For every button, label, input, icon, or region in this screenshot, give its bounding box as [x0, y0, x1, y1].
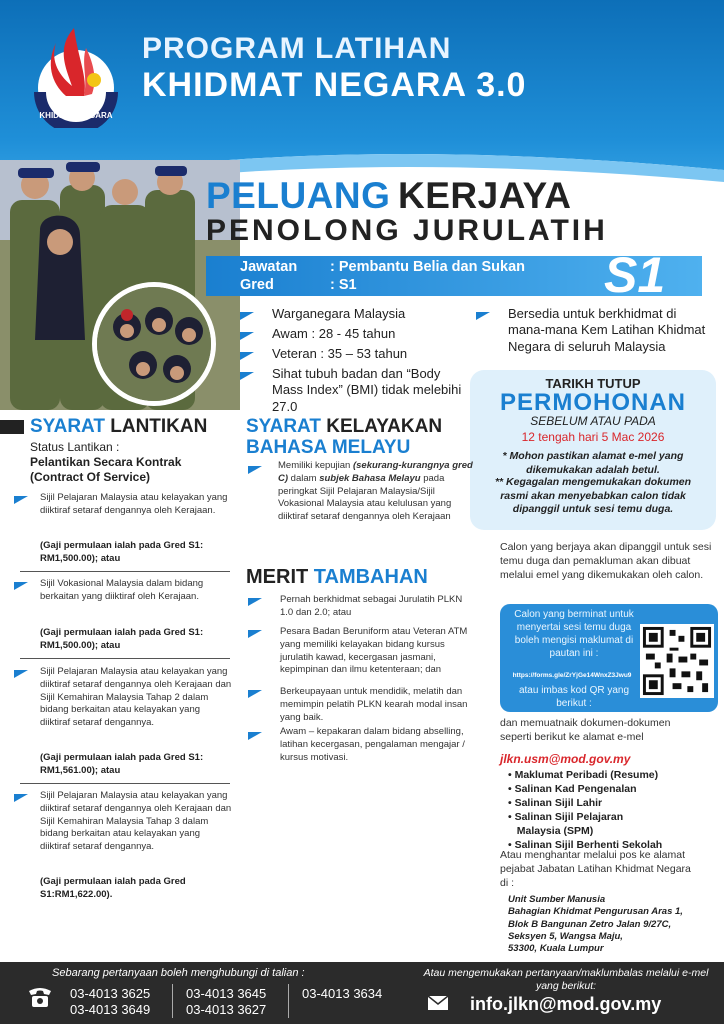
phone-3[interactable]: 03-4013 3645 — [186, 986, 267, 1001]
footer-email[interactable]: info.jlkn@mod.gov.my — [470, 994, 662, 1014]
document-list — [508, 768, 662, 852]
bullet-marker — [248, 630, 262, 638]
document-item: • Salinan Sijil Pelajaran — [508, 811, 624, 824]
envelope-icon — [428, 996, 448, 1010]
post-instructions: Atau menghantar melalui pos ke alamat pejabat Jabatan Latihan Khidmat Negara di : — [500, 849, 691, 890]
section-marker — [0, 420, 24, 434]
bullet-marker — [14, 496, 28, 504]
merit-item-4: Awam – kepakaran dalam bidang abselling, latihan kecergasan, pengalaman mengajar / kursus motivasi. — [280, 726, 465, 763]
title-part-a: MERIT — [246, 566, 309, 588]
qualification-1-pay: (Gaji permulaan ialah pada Gred S1: RM1,500.00); atau — [40, 540, 204, 564]
text-span: dalam — [288, 472, 320, 484]
phone-1[interactable]: 03-4013 3625 — [70, 986, 151, 1001]
deadline-date: 12 tengah hari 5 Mac 2026 — [521, 430, 665, 444]
jawatan-value: : Pembantu Belia dan Sukan — [330, 259, 525, 275]
headline-kerjaya: KERJAYA — [398, 175, 572, 216]
program-title-line1: PROGRAM LATIHAN — [142, 32, 452, 65]
criteria-citizen: Warganegara Malaysia — [272, 306, 406, 321]
deadline-line2: PERMOHONAN — [499, 389, 686, 416]
bullet-marker — [240, 372, 254, 380]
title-part-b: LANTIKAN — [110, 416, 208, 437]
address-line: 53300, Kuala Lumpur — [508, 943, 604, 955]
text-span: pada peringkat Sijil Pelajaran Malaysia/Sijil Vokasional Malaysia atau kelulusan yang diiktiraf setaraf dengannya oleh Kerajaan — [278, 472, 452, 523]
bullet-marker — [14, 582, 28, 590]
inset-photo — [92, 282, 216, 406]
bullet-marker — [248, 598, 262, 606]
bullet-marker — [14, 670, 28, 678]
jawatan-label: Jawatan — [240, 259, 298, 275]
criteria-bmi: Sihat tubuh badan dan “Body Mass Index” (BMI) tidak melebihi 27.0 — [272, 366, 462, 414]
criteria-placement: Bersedia untuk berkhidmat di mana-mana Kem Latihan Khidmat Negara di seluruh Malaysia — [508, 306, 706, 354]
deadline-line1: TARIKH TUTUP — [545, 376, 641, 391]
address-line: Seksyen 5, Wangsa Maju, — [508, 931, 623, 943]
document-item: • Maklumat Peribadi (Resume) — [508, 769, 659, 781]
qr-code[interactable] — [640, 624, 714, 698]
bahasa-requirement — [278, 460, 474, 524]
bullet-marker — [248, 690, 262, 698]
bullet-marker — [240, 332, 254, 340]
divider — [20, 783, 230, 784]
section-title-syarat-lantikan — [30, 416, 207, 438]
upload-instructions: dan memuatnaik dokumen-dokumen seperti berikut ke alamat e-mel — [500, 717, 671, 744]
merit-item-1: Pernah berkhidmat sebagai Jurulatih PLKN 1.0 dan 2.0; atau — [280, 594, 463, 618]
phone-5[interactable]: 03-4013 3634 — [302, 986, 383, 1001]
application-email[interactable]: jlkn.usm@mod.gov.my — [500, 752, 631, 766]
document-item: • Salinan Sijil Berhenti Sekolah — [508, 839, 663, 852]
text-span: Memiliki kepujian — [278, 460, 353, 471]
divider — [172, 984, 173, 1018]
address-line: Unit Sumber Manusia — [508, 894, 606, 905]
status-label: Status Lantikan : — [30, 440, 120, 454]
qualification-2-desc: Sijil Vokasional Malaysia dalam bidang berkaitan yang diiktiraf oleh Kerajaan. — [40, 578, 204, 602]
phone-2[interactable]: 03-4013 3649 — [70, 1002, 151, 1017]
bullet-marker — [248, 732, 262, 740]
divider — [288, 984, 289, 1018]
document-item: Malaysia (SPM) — [508, 825, 594, 838]
qualification-3-desc: Sijil Pelajaran Malaysia atau kelayakan yang diiktiraf setaraf dengannya oleh Kerajaan dan Sijil Kemahiran Malaysia Tahap 2 dalam bidang berkaitan atau kelayakan yang diiktiraf setaraf dengannya. — [40, 666, 232, 729]
text-span: subjek Bahasa Melayu — [319, 472, 421, 484]
bullet-marker — [476, 312, 490, 320]
address-line: Bahagian Khidmat Pengurusan Aras 1, — [508, 906, 683, 918]
bullet-marker — [240, 312, 254, 320]
deadline-line3: SEBELUM ATAU PADA — [530, 414, 656, 428]
gred-label: Gred — [240, 277, 274, 293]
title-part-b: KELAYAKAN — [326, 416, 443, 437]
merit-item-3: Berkeupayaan untuk mendidik, melatih dan memimpin pelatih PLKN kearah modal insan yang baik. — [280, 686, 468, 723]
apply-intro: Calon yang berjaya akan dipanggil untuk sesi temu duga dan pemakluman akan dibuat melalui emel yang dikemukakan oleh calon. — [500, 541, 712, 582]
khidmat-negara-logo — [26, 18, 126, 128]
document-item: • Salinan Kad Pengenalan — [508, 783, 637, 796]
section-title-bahasa — [246, 416, 442, 438]
document-item: • Salinan Sijil Lahir — [508, 797, 603, 810]
program-title-line2: KHIDMAT NEGARA 3.0 — [142, 66, 527, 104]
address-line: Blok B Bangunan Zetro Jalan 9/27C, — [508, 918, 672, 930]
gred-value: : S1 — [330, 277, 357, 293]
headline-peluang: PELUANG — [206, 175, 391, 216]
divider — [20, 658, 230, 659]
grade-badge: S1 — [604, 247, 666, 303]
bullet-marker — [248, 466, 262, 474]
qualification-4-desc: Sijil Pelajaran Malaysia atau kelayakan yang diiktiraf setaraf dengannya oleh Kerajaan dan Sijil Kemahiran Malaysia Tahap 3 dalam bidang berkaitan atau kelayakan yang diiktiraf setaraf dengannya. — [40, 790, 232, 853]
divider — [20, 571, 230, 572]
deadline-note-1: * Mohon pastikan alamat e-mel yang dikemukakan adalah betul. — [502, 450, 684, 476]
footer-phone-title: Sebarang pertanyaan boleh menghubungi di talian : — [52, 967, 305, 979]
criteria-age-civil: Awam : 28 - 45 tahun — [272, 326, 396, 341]
text-span: (sekurang-kurangnya gred C) — [278, 460, 473, 484]
title-part-b: TAMBAHAN — [313, 566, 428, 588]
bullet-marker — [14, 794, 28, 802]
bullet-marker — [240, 352, 254, 360]
title-part-a: SYARAT — [246, 416, 321, 437]
qr-after-text: atau imbas kod QR yang berikut : — [518, 685, 630, 709]
criteria-age-veteran: Veteran : 35 – 53 tahun — [272, 346, 408, 361]
phone-4[interactable]: 03-4013 3627 — [186, 1002, 267, 1017]
status-value: Pelantikan Secara Kontrak (Contract Of Service) — [30, 455, 182, 484]
form-link[interactable]: https://forms.gle/ZrYjGe14WnxZ3Jwu9 — [512, 672, 632, 679]
section-title-merit — [246, 566, 428, 589]
qualification-4-pay: (Gaji permulaan ialah pada Gred S1:RM1,622.00). — [40, 876, 186, 900]
deadline-note-2: ** Kegagalan mengemukakan dokumen rasmi akan menyebabkan calon tidak dipanggil untuk sesi temu duga. — [494, 476, 692, 516]
logo-text: KHIDMAT NEGARA — [39, 111, 113, 120]
merit-item-2: Pesara Badan Beruniform atau Veteran ATM yang memiliki kelayakan bidang kursus jurulatih kawad, kecergasan jasmani, kepimpinan dan ilmu ketenteraan; dan — [280, 626, 468, 676]
title-part-a: SYARAT — [30, 416, 105, 437]
headline-penolong-jurulatih: PENOLONG JURULATIH — [206, 214, 608, 247]
telephone-icon — [26, 985, 54, 1009]
office-address — [508, 894, 683, 956]
footer-email-title: Atau mengemukakan pertanyaan/maklumbalas melalui e-mel yang berikut: — [423, 967, 709, 993]
qualification-3-pay: (Gaji permulaan ialah pada Gred S1: RM1,561.00); atau — [40, 752, 204, 776]
qr-text: Calon yang berminat untuk menyertai sesi temu duga boleh mengisi maklumat di pautan ini : — [514, 609, 634, 659]
section-subtitle-bahasa: BAHASA MELAYU — [246, 437, 411, 458]
qualification-1-desc: Sijil Pelajaran Malaysia atau kelayakan yang diiktiraf setaraf dengannya oleh Kerajaan. — [40, 492, 228, 516]
qualification-2-pay: (Gaji permulaan ialah pada Gred S1: RM1,500.00); atau — [40, 627, 204, 651]
